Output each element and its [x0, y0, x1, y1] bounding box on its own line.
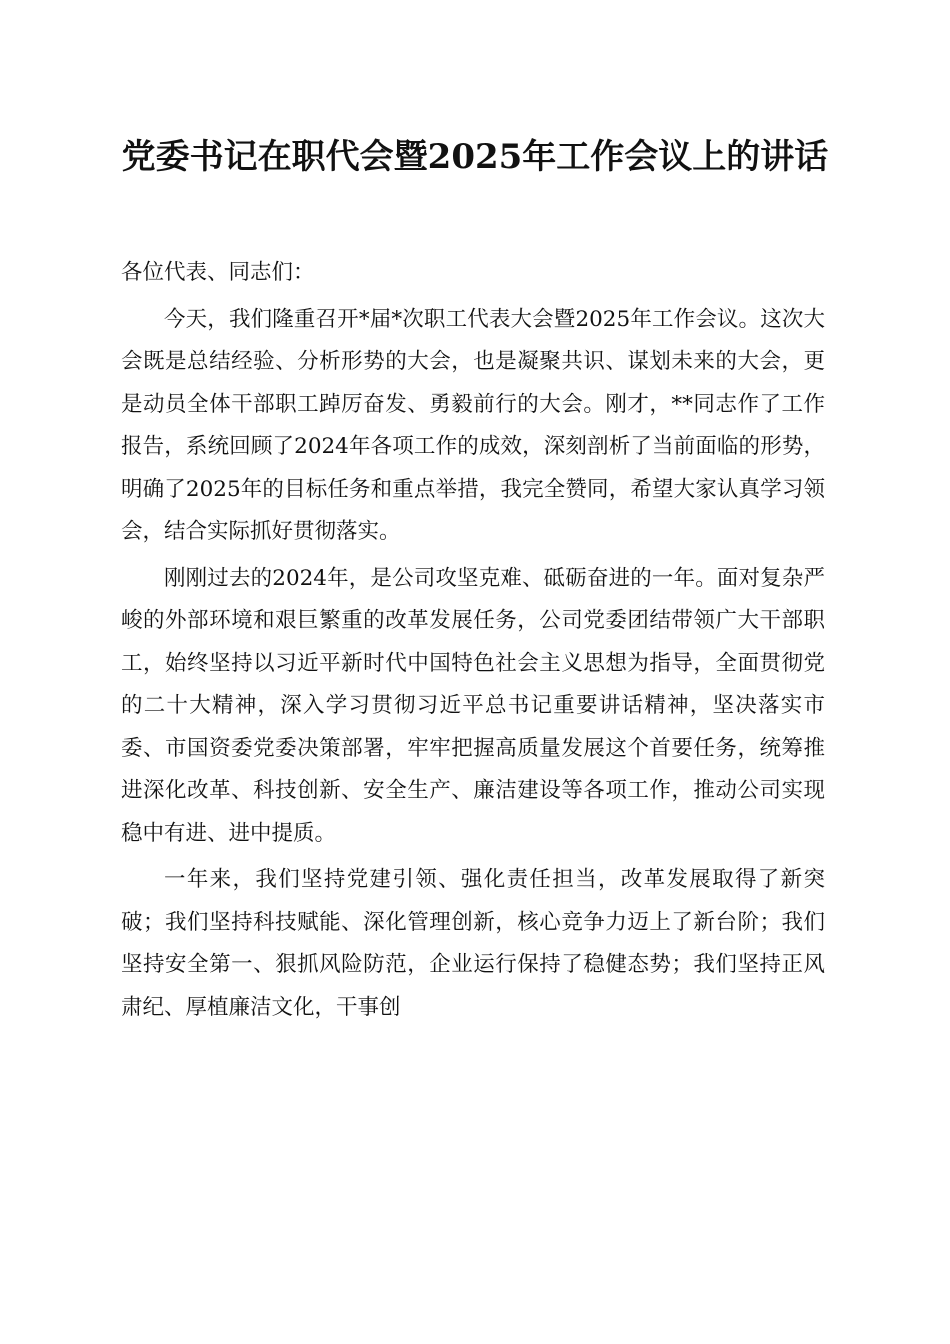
- document-body: [121, 252, 825, 1029]
- document-title: 党委书记在职代会暨2025年工作会议上的讲话: [121, 137, 829, 177]
- paragraph-2: 刚刚过去的2024年，是公司攻坚克难、砥砺奋进的一年。面对复杂严峻的外部环境和艰巨繁重的改革发展任务，公司党委团结带领广大干部职工，始终坚持以习近平新时代中国特色社会主义思想为指导，全面贯彻党的二十大精神，深入学习贯彻习近平总书记重要讲话精神，坚决落实市委、市国资委党委决策部署，牢牢把握高质量发展这个首要任务，统筹推进深化改革、科技创新、安全生产、廉洁建设等各项工作，推动公司实现稳中有进、进中提质。: [121, 565, 825, 846]
- salutation: 各位代表、同志们：: [121, 260, 315, 285]
- paragraph-3: 一年来，我们坚持党建引领、强化责任担当，改革发展取得了新突破；我们坚持科技赋能、深化管理创新，核心竞争力迈上了新台阶；我们坚持安全第一、狠抓风险防范，企业运行保持了稳健态势；我们坚持正风肃纪、厚植廉洁文化，干事创: [121, 867, 825, 1020]
- paragraph-1: 今天，我们隆重召开*届*次职工代表大会暨2025年工作会议。这次大会既是总结经验、分析形势的大会，也是凝聚共识、谋划未来的大会，更是动员全体干部职工踔厉奋发、勇毅前行的大会。刚才，**同志作了工作报告，系统回顾了2024年各项工作的成效，深刻剖析了当前面临的形势，明确了2025年的目标任务和重点举措，我完全赞同，希望大家认真学习领会，结合实际抓好贯彻落实。: [121, 306, 825, 544]
